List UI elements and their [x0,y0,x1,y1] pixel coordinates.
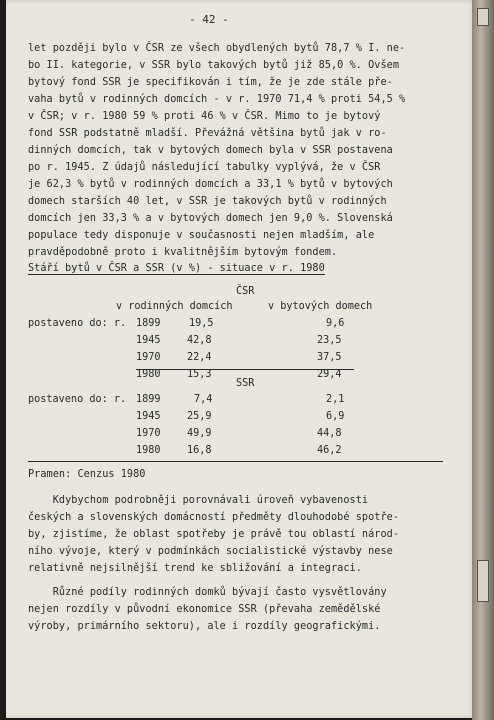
col-block-header: v bytových domech [268,301,373,312]
binding-edge [472,0,494,720]
table-cell-year: 1980 [136,369,161,380]
binding-clip [477,8,489,26]
text-line: fond SSR podstatně mladší. Převážná většina bytů jak v ro- [28,128,387,139]
table-cell-family: 19,5 [189,318,214,329]
table-cell-block: 44,8 [317,428,342,439]
document-page [6,0,476,718]
text-line: let později bylo v ČSR ze všech obydlených bytů 78,7 % I. ne- [28,43,406,54]
table-title-text: Stáří bytů v ČSR a SSR (v %) - situace v r. 1980 [28,263,325,274]
table-cell-block: 29,4 [317,369,342,380]
text-line: Kdybychom podrobněji porovnávali úroveň vybavenosti [28,495,369,506]
table-cell-year: 1899 [136,394,161,405]
text-line: výroby, primárního sektoru), ale i rozdíly geografickými. [28,621,381,632]
text-line: bytový fond SSR je specifikován i tím, že je zde stále pře- [28,77,393,88]
text-line: ního vývoje, který v podmínkách socialistické výstavby nese [28,546,393,557]
text-line: domech starších 40 let, v SSR je takových bytů v rodinných [28,196,387,207]
table-source: Pramen: Cenzus 1980 [28,469,146,480]
text-line: domcích jen 33,3 % a v bytových domech jen 9,0 %. Slovenská [28,213,393,224]
page-number: - 42 - [189,13,229,26]
table-title [28,262,325,276]
text-line: je 62,3 % bytů v rodinných domcích a 33,1 % bytů v bytových [28,179,393,190]
table-cell-year: 1970 [136,428,161,439]
text-line: Různé podíly rodinných domků bývají často vysvětlovány [28,587,387,598]
table-cell-family: 15,3 [187,369,212,380]
text-line: nejen rozdíly v původní ekonomice SSR (převaha zemědělské [28,604,381,615]
row-label: postaveno do: r. [28,318,127,329]
table-bottom-rule [28,461,443,462]
table-cell-family: 22,4 [187,352,212,363]
ssr-heading: SSR [236,378,255,389]
text-line: vaha bytů v rodinných domcích - v r. 1970 71,4 % proti 54,5 % [28,94,406,105]
binding-clip [477,560,489,602]
table-cell-year: 1899 [136,318,161,329]
text-line: českých a slovenských domácností předměty dlouhodobé spotře- [28,512,400,523]
table-cell-block: 23,5 [317,335,342,346]
text-line: populace tedy disponuje v současnosti nejen mladším, ale [28,230,375,241]
page-text [6,0,476,718]
text-line: v ČSR; v r. 1980 59 % proti 46 % v ČSR. Mimo to je bytový [28,111,381,122]
table-cell-block: 2,1 [326,394,345,405]
text-line: bo II. kategorie, v SSR bylo takových bytů již 85,0 %. Ovšem [28,60,400,71]
csr-heading: ČSR [236,286,255,297]
text-line: pravděpodobně proto i kvalitnějším bytovým fondem. [28,247,338,258]
table-cell-block: 37,5 [317,352,342,363]
table-cell-year: 1945 [136,335,161,346]
text-line: relativně nejsilnější trend ke sbližování a integraci. [28,563,362,574]
table-cell-block: 6,9 [326,411,345,422]
table-cell-year: 1980 [136,445,161,456]
text-line: po r. 1945. Z údajů následující tabulky vyplývá, že v ČSR [28,162,381,173]
table-cell-family: 49,9 [187,428,212,439]
table-cell-year: 1970 [136,352,161,363]
text-line: by, zjistíme, že oblast spotřeby je právě tou oblastí národ- [28,529,400,540]
table-cell-family: 16,8 [187,445,212,456]
table-cell-block: 9,6 [326,318,345,329]
text-line: dinných domcích, tak v bytových domech byla v SSR postavena [28,145,393,156]
table-cell-family: 25,9 [187,411,212,422]
table-cell-year: 1945 [136,411,161,422]
table-cell-family: 42,8 [187,335,212,346]
table-cell-family: 7,4 [194,394,213,405]
table-cell-block: 46,2 [317,445,342,456]
row-label: postaveno do: r. [28,394,127,405]
col-family-header: v rodinných domcích [116,301,233,312]
